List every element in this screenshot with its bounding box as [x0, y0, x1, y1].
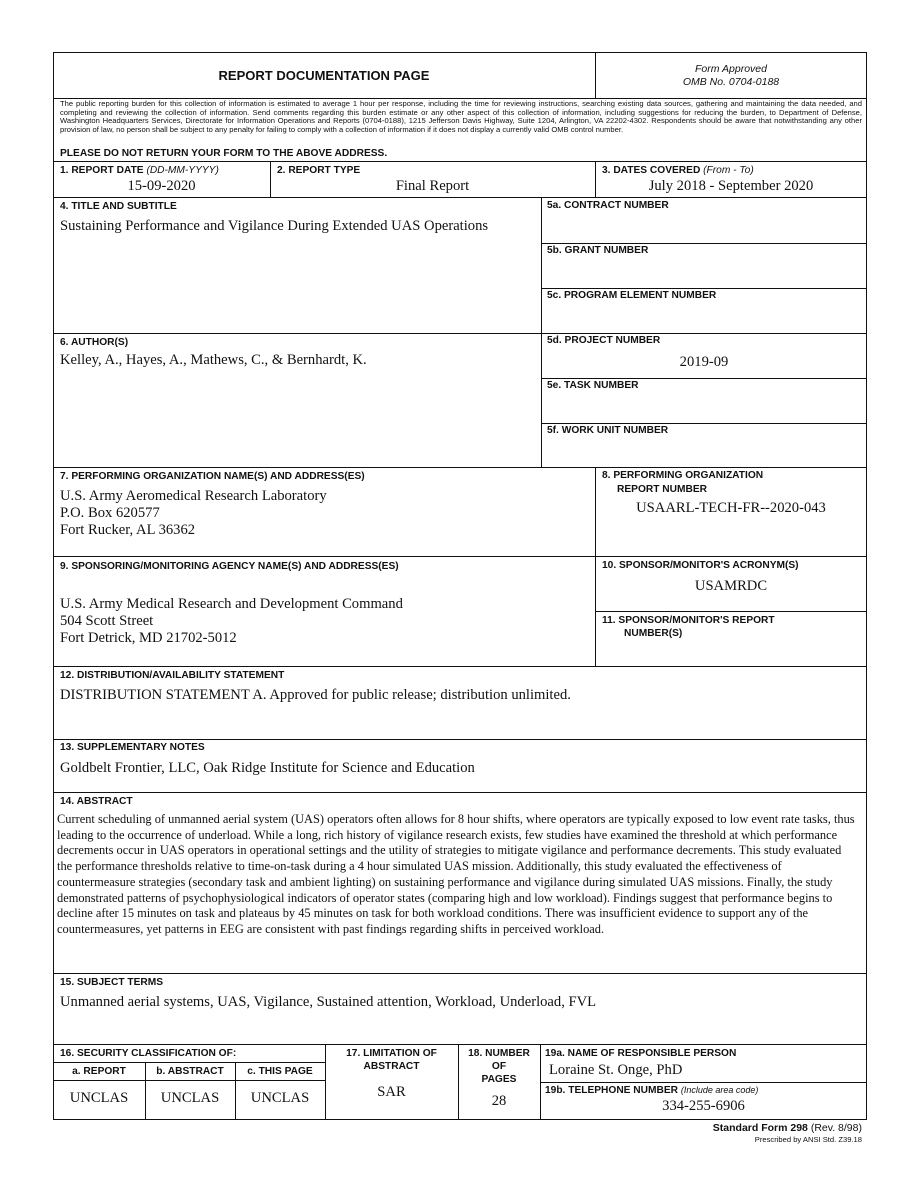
- supplementary-label: 13. SUPPLEMENTARY NOTES: [60, 742, 205, 753]
- subject-terms-label: 15. SUBJECT TERMS: [60, 977, 164, 988]
- divider: [53, 973, 867, 974]
- responsible-person-value[interactable]: Loraine St. Onge, PhD: [549, 1062, 683, 1078]
- standard-form-revision: (Rev. 8/98): [810, 1122, 862, 1134]
- divider: [541, 423, 867, 424]
- security-page-value[interactable]: UNCLAS: [250, 1090, 310, 1106]
- security-abstract-value[interactable]: UNCLAS: [160, 1090, 220, 1106]
- divider: [541, 243, 867, 244]
- task-number-label: 5e. TASK NUMBER: [547, 380, 639, 391]
- contract-number-label: 5a. CONTRACT NUMBER: [547, 200, 669, 211]
- security-report-value[interactable]: UNCLAS: [69, 1090, 129, 1106]
- limitation-label: 17. LIMITATION OF: [346, 1048, 437, 1059]
- performing-report-label: 8. PERFORMING ORGANIZATION: [602, 470, 764, 481]
- divider: [53, 467, 867, 468]
- security-abstract-label: b. ABSTRACT: [156, 1066, 224, 1077]
- security-report-label: a. REPORT: [72, 1066, 126, 1077]
- telephone-label: 19b. TELEPHONE NUMBER (Include area code): [545, 1085, 759, 1096]
- form-approved-block: [595, 63, 867, 89]
- divider: [53, 792, 867, 793]
- report-date-label: 1. REPORT DATE (DD-MM-YYYY): [60, 165, 219, 176]
- pages-value[interactable]: 28: [491, 1093, 507, 1109]
- divider: [53, 197, 867, 198]
- address-line: Fort Rucker, AL 36362: [60, 522, 196, 539]
- burden-statement: The public reporting burden for this collection of information is estimated to average 1 hour per response, including the time for reviewing instructions, searching existing data sources, gathering and maintaining the data needed, and completing and reviewing the collection of information. Send comments regarding this burden estimate or any other aspect of this collection of information, including suggestions for reducing the burden, to Department of Defense, Washington Headquarters Services, Directorate for Information Operations and Reports (0704-0188), 1215 Jefferson Davis Highway, Suite 1204, Arlington, VA 22202-4302. Respondents should be aware that notwithstanding any other provision of law, no person shall be subject to any penalty for failing to comply with a collection of information if it does not display a currently valid OMB control number.: [60, 99, 862, 135]
- divider: [53, 1062, 325, 1063]
- report-date-value[interactable]: 15-09-2020: [127, 178, 196, 194]
- sponsoring-agency-label: 9. SPONSORING/MONITORING AGENCY NAME(S) AND ADDRESS(ES): [60, 561, 399, 572]
- pages-label-3: PAGES: [481, 1074, 517, 1085]
- abstract-text[interactable]: Current scheduling of unmanned aerial system (UAS) operators often allows for 8 hour shifts, where operators are typically exposed to low event rate tasks, thus leading to the occurrence of underload. While a long, rich history of vigilance research exists, few studies have examined the threshold at which performance decrements occur in UAS operators in operational settings and the utility of strategies to mitigate vigilance and performance decrements. This study evaluated the performance thresholds relative to time-on-task during a 4 hour simulated UAS mission. Additionally, this study evaluated the effectiveness of countermeasure strategies (secondary task and ambient lighting) on sustaining performance and vigilance during simulated UAS missions. Finally, the study demonstrated patterns of psychophysiological indicators of operator states (comparing high and low workload). Findings suggest that performance begins to decline after 15 minutes on task and plateaus by 45 minutes on task for both workload conditions. There was insufficient evidence to support any of the countermeasures, yet patterns in EEG are consistent with past findings regarding shifts in perceived workload.: [57, 812, 855, 936]
- return-warning: PLEASE DO NOT RETURN YOUR FORM TO THE ABOVE ADDRESS.: [60, 148, 388, 159]
- project-number-label: 5d. PROJECT NUMBER: [547, 335, 661, 346]
- divider: [53, 1080, 325, 1081]
- dates-covered-value[interactable]: July 2018 - September 2020: [648, 178, 814, 194]
- address-line: 504 Scott Street: [60, 613, 154, 630]
- divider: [53, 1044, 867, 1045]
- performing-report-label-2: REPORT NUMBER: [617, 484, 707, 495]
- security-page-label: c. THIS PAGE: [247, 1066, 313, 1077]
- address-line: U.S. Army Aeromedical Research Laboratory: [60, 488, 327, 504]
- title-subtitle-label: 4. TITLE AND SUBTITLE: [60, 201, 177, 212]
- responsible-person-label: 19a. NAME OF RESPONSIBLE PERSON: [545, 1048, 737, 1059]
- report-type-label: 2. REPORT TYPE: [277, 165, 361, 176]
- subject-terms-value[interactable]: Unmanned aerial systems, UAS, Vigilance, Sustained attention, Workload, Underload, FVL: [60, 994, 597, 1010]
- divider: [53, 739, 867, 740]
- limitation-value[interactable]: SAR: [377, 1084, 406, 1100]
- divider: [595, 467, 596, 666]
- divider: [541, 197, 542, 467]
- form-approved-text: Form Approved: [695, 63, 767, 75]
- divider: [53, 556, 867, 557]
- divider: [53, 666, 867, 667]
- grant-number-label: 5b. GRANT NUMBER: [547, 245, 649, 256]
- standard-form-footer: [713, 1122, 862, 1134]
- sponsor-report-label-2: NUMBER(S): [624, 628, 683, 639]
- title-subtitle-value[interactable]: Sustaining Performance and Vigilance During Extended UAS Operations: [60, 218, 489, 234]
- limitation-label-2: ABSTRACT: [363, 1061, 420, 1072]
- omb-number: OMB No. 0704-0188: [682, 76, 780, 88]
- page-title: REPORT DOCUMENTATION PAGE: [218, 68, 430, 83]
- performing-org-label: 7. PERFORMING ORGANIZATION NAME(S) AND ADDRESS(ES): [60, 471, 365, 482]
- sponsor-report-label: 11. SPONSOR/MONITOR'S REPORT: [602, 615, 775, 626]
- work-unit-label: 5f. WORK UNIT NUMBER: [547, 425, 669, 436]
- address-line: Fort Detrick, MD 21702-5012: [60, 630, 237, 647]
- pages-label-2: OF: [491, 1061, 507, 1072]
- divider: [540, 1082, 867, 1083]
- project-number-value[interactable]: 2019-09: [679, 354, 729, 370]
- sponsoring-agency-address[interactable]: [60, 596, 403, 648]
- sponsor-acronym-value[interactable]: USAMRDC: [694, 578, 768, 594]
- supplementary-value[interactable]: Goldbelt Frontier, LLC, Oak Ridge Institute for Science and Education: [60, 760, 475, 776]
- divider: [541, 378, 867, 379]
- dates-covered-label: 3. DATES COVERED (From - To): [602, 165, 754, 176]
- address-line: U.S. Army Medical Research and Development Command: [60, 596, 403, 612]
- address-line: P.O. Box 620577: [60, 505, 160, 522]
- authors-label: 6. AUTHOR(S): [60, 337, 129, 348]
- authors-value[interactable]: Kelley, A., Hayes, A., Mathews, C., & Bernhardt, K.: [60, 352, 367, 368]
- distribution-label: 12. DISTRIBUTION/AVAILABILITY STATEMENT: [60, 670, 285, 681]
- divider: [541, 288, 867, 289]
- divider: [53, 161, 867, 162]
- performing-org-address[interactable]: [60, 488, 327, 540]
- standard-form-name: Standard Form 298: [712, 1122, 808, 1134]
- divider: [53, 333, 867, 334]
- divider: [595, 611, 867, 612]
- distribution-value[interactable]: DISTRIBUTION STATEMENT A. Approved for public release; distribution unlimited.: [60, 687, 571, 703]
- report-type-value[interactable]: Final Report: [395, 178, 470, 194]
- prescribed-footer: Prescribed by ANSI Std. Z39.18: [754, 1135, 862, 1144]
- performing-report-value[interactable]: USAARL-TECH-FR--2020-043: [636, 500, 826, 516]
- sponsor-acronym-label: 10. SPONSOR/MONITOR'S ACRONYM(S): [602, 560, 799, 571]
- abstract-label: 14. ABSTRACT: [60, 796, 133, 807]
- program-element-label: 5c. PROGRAM ELEMENT NUMBER: [547, 290, 717, 301]
- security-label: 16. SECURITY CLASSIFICATION OF:: [60, 1048, 237, 1059]
- telephone-value[interactable]: 334-255-6906: [662, 1098, 745, 1114]
- pages-label: 18. NUMBER: [468, 1048, 530, 1059]
